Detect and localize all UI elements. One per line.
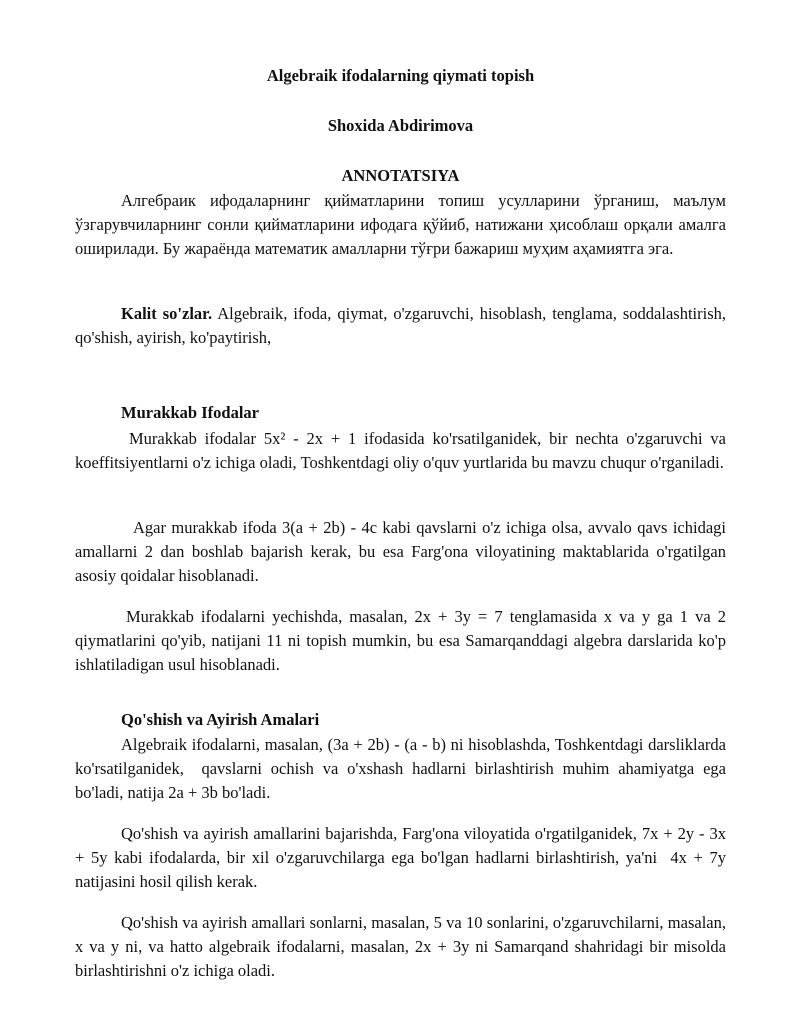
- section-heading-qoshish-ayirish: Qo'shish va Ayirish Amalari: [121, 710, 320, 729]
- section-1-paragraph-3: Murakkab ifodalarni yechishda, masalan, 2x + 3y = 7 tenglamasida x va y ga 1 va 2 qiymatlarini qo'yib, natijani 11 ni topish mumkin, bu esa Samarqanddagi algebra darslarida ko'p ishlatiladigan usul hisoblanadi.: [75, 607, 726, 674]
- author-name: Shoxida Abdirimova: [327, 116, 474, 135]
- annotation-heading: ANNOTATSIYA: [341, 166, 460, 185]
- keywords-list: Algebraik, ifoda, qiymat, o'zgaruvchi, hisoblash, tenglama, soddalashtirish, qo'shish, ayirish, ko'paytirish,: [75, 304, 731, 347]
- document-page: [75, 0, 731, 1035]
- document-title: Algebraik ifodalarning qiymati topish: [266, 66, 535, 85]
- section-1-paragraph-2: Agar murakkab ifoda 3(a + 2b) - 4c kabi qavslarni o'z ichiga olsa, avvalo qavs ichidagi amallarni 2 dan boshlab bajarish kerak, bu esa Farg'ona viloyatining maktablarida o'rgatilgan asosiy qoidalar hisoblanadi.: [75, 518, 726, 585]
- annotation-paragraph: Алгебраик ифодаларнинг қийматларини топиш усулларини ўрганиш, маълум ўзгарувчиларнинг сонли қийматларини ифодага қўйиб, натижани ҳисоблаш орқали амалга оширилади. Бу жараёнда математик амалларни тўғри бажариш муҳим аҳамиятга эга.: [75, 191, 726, 258]
- section-2-paragraph-2: Qo'shish va ayirish amallarini bajarishda, Farg'ona viloyatida o'rgatilganidek, 7x + 2y - 3x + 5y kabi ifodalarda, bir xil o'zgaruvchilarga ega bo'lgan hadlarni birlashtirish, ya'ni 4x + 7y natijasini hosil qilish kerak.: [75, 824, 731, 891]
- section-2-paragraph-3: Qo'shish va ayirish amallari sonlarni, masalan, 5 va 10 sonlarini, o'zgaruvchilarni, masalan, x va y ni, va hatto algebraik ifodalarni, masalan, 2x + 3y ni Samarqand shahridagi bir misolda birlashtirishni o'z ichiga oladi.: [75, 913, 726, 980]
- keywords-label: Kalit so'zlar.: [121, 304, 213, 323]
- section-heading-murakkab-ifodalar: Murakkab Ifodalar: [121, 403, 259, 422]
- section-1-paragraph-1: Murakkab ifodalar 5x² - 2x + 1 ifodasida ko'rsatilganidek, bir nechta o'zgaruvchi va koeffitsiyentlarni o'z ichiga oladi, Toshkentdagi oliy o'quv yurtlarida bu mavzu chuqur o'rganiladi.: [75, 429, 726, 472]
- section-2-paragraph-1: Algebraik ifodalarni, masalan, (3a + 2b) - (a - b) ni hisoblashda, Toshkentdagi darsliklarda ko'rsatilganidek, qavslarni ochish va o'xshash hadlarni birlashtirish muhim ahamiyatga ega bo'ladi, natija 2a + 3b bo'ladi.: [75, 735, 731, 802]
- keywords-paragraph: [75, 302, 731, 350]
